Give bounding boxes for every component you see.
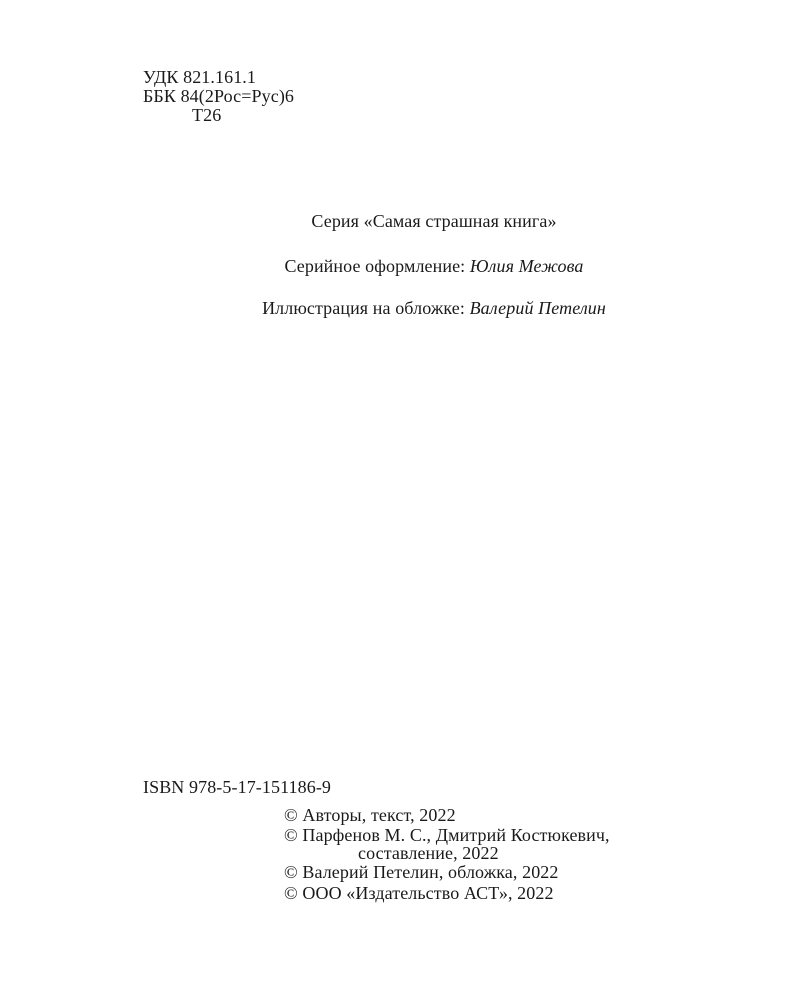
cover-credit xyxy=(0,298,800,318)
design-credit-label: Серийное оформление: xyxy=(284,256,470,276)
design-credit-name: Юлия Межова xyxy=(469,256,584,276)
series-line: Серия «Самая страшная книга» xyxy=(311,211,557,231)
udk-code: УДК 821.161.1 xyxy=(143,67,257,87)
author-mark: Т26 xyxy=(192,105,222,125)
cover-credit-label: Иллюстрация на обложке: xyxy=(262,298,470,318)
design-credit xyxy=(0,256,800,276)
copyright-authors: © Авторы, текст, 2022 xyxy=(284,805,456,825)
isbn: ISBN 978-5-17-151186-9 xyxy=(143,777,332,797)
bbk-code: ББК 84(2Рос=Рус)6 xyxy=(143,86,295,106)
copyright-cover: © Валерий Петелин, обложка, 2022 xyxy=(284,862,559,882)
copyright-compilers-cont: составление, 2022 xyxy=(358,843,499,863)
copyright-publisher: © ООО «Издательство АСТ», 2022 xyxy=(284,883,554,903)
cover-credit-name: Валерий Петелин xyxy=(469,298,606,318)
copyright-compilers: © Парфенов М. С., Дмитрий Костюкевич, xyxy=(284,825,610,845)
